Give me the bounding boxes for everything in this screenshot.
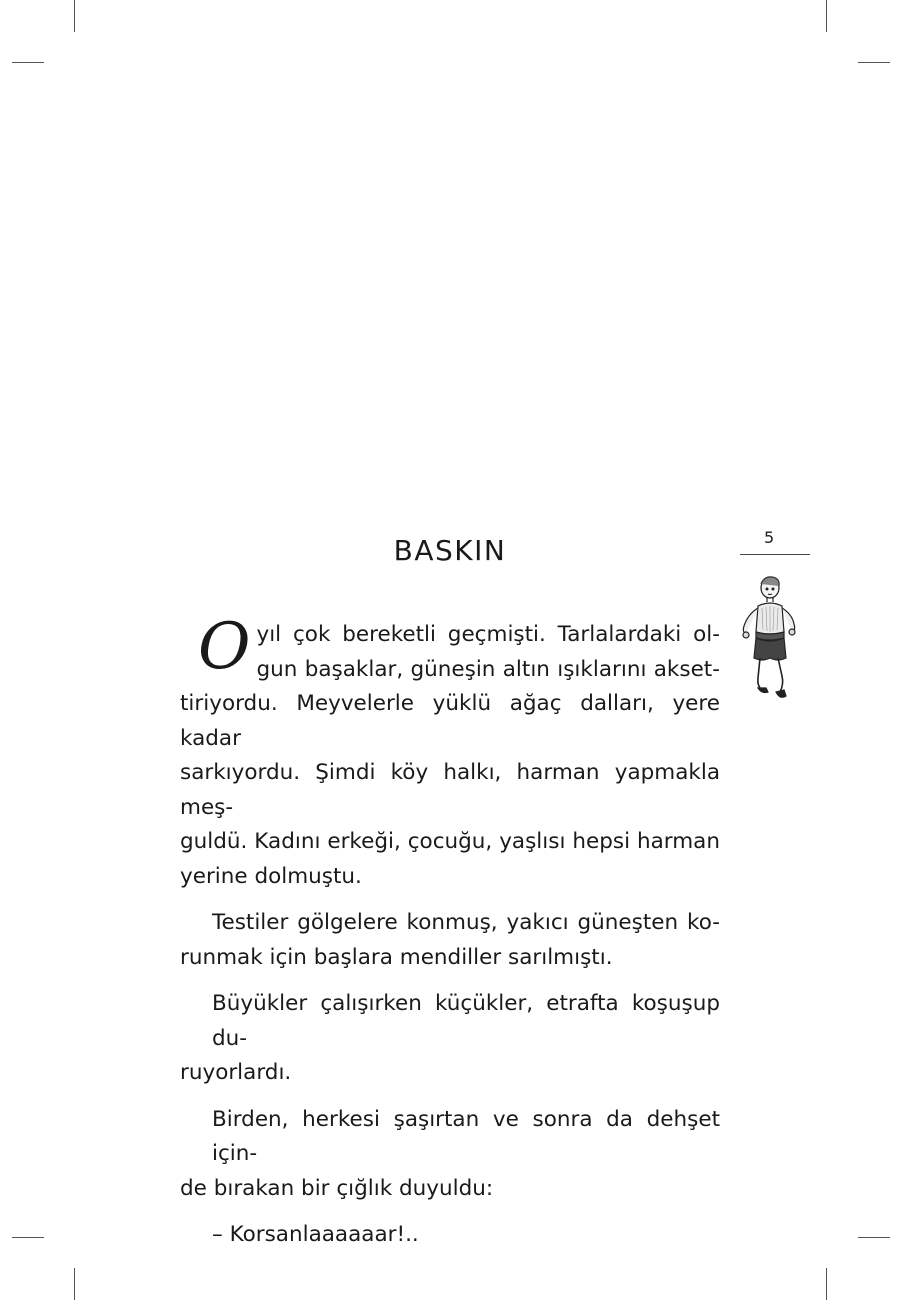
text-line: Büyükler çalışırken küçükler, etrafta koşuşup du- (212, 991, 720, 1051)
paragraph-4 (180, 1103, 720, 1207)
crop-mark-bottom-left-h (12, 1237, 44, 1238)
chapter-body (180, 610, 720, 1265)
crop-mark-top-left-h (12, 62, 44, 63)
text-line: sarkıyordu. Şimdi köy halkı, harman yapmakla meş- (180, 760, 720, 820)
running-boy-illustration (736, 574, 800, 708)
page-number-rule (740, 554, 810, 555)
text-line: guldü. Kadını erkeği, çocuğu, yaşlısı hepsi harman (180, 829, 720, 854)
text-line: de bırakan bir çığlık duyuldu: (180, 1175, 494, 1201)
crop-mark-top-right-h (858, 62, 890, 63)
paragraph-1 (180, 610, 720, 894)
text-line: yerine dolmuştu. (180, 863, 362, 889)
text-line: Birden, herkesi şaşırtan ve sonra da dehşet için- (212, 1106, 720, 1166)
text-line: ruyorlardı. (180, 1060, 292, 1085)
crop-mark-bottom-left (74, 1268, 75, 1300)
paragraph-5 (212, 1218, 720, 1253)
dialogue-line: – Korsanlaaaaaar!.. (212, 1222, 419, 1247)
crop-mark-top-left (74, 0, 75, 32)
text-line: Testiler gölgelere konmuş, yakıcı güneşten ko- (212, 910, 720, 935)
text-line: yıl çok bereketli geçmişti. Tarlalardaki ol- (256, 622, 720, 647)
text-line: tiriyordu. Meyvelerle yüklü ağaç dalları, yere kadar (180, 691, 720, 751)
page-number: 5 (764, 528, 775, 547)
drop-cap: O (198, 610, 251, 684)
text-line: gun başaklar, güneşin altın ışıklarını akset- (256, 656, 720, 682)
paragraph-3 (180, 987, 720, 1091)
crop-mark-bottom-right-h (858, 1237, 890, 1238)
crop-mark-top-right (826, 0, 827, 32)
paragraph-2 (180, 906, 720, 975)
text-line: runmak için başlara mendiller sarılmıştı. (180, 944, 613, 970)
crop-mark-bottom-right (826, 1268, 827, 1300)
chapter-title: BASKIN (393, 534, 507, 567)
